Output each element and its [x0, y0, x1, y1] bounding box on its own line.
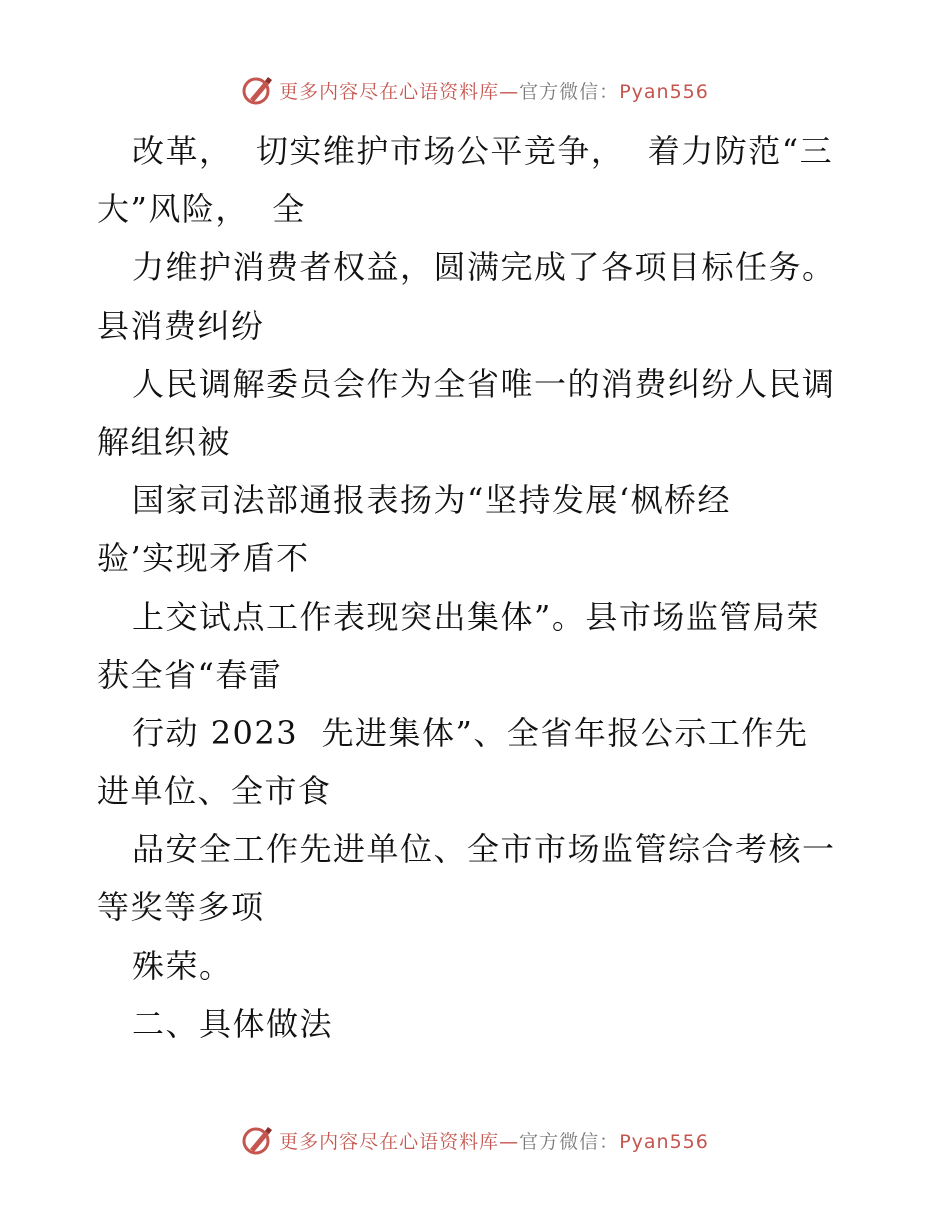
text-line: 验’实现矛盾不 — [97, 539, 310, 578]
text-line: 国家司法部通报表扬为“坚持发展‘枫桥经 — [97, 481, 732, 520]
pen-in-circle-logo-icon — [241, 1123, 275, 1157]
document-body — [97, 122, 857, 1053]
pen-in-circle-logo-icon — [241, 73, 275, 107]
text-line: 人民调解委员会作为全省唯一的消费纠纷人民调 — [97, 364, 836, 403]
text-line: 获全省“春雷 — [97, 655, 283, 694]
text-line: 品安全工作先进单位、全市市场监管综合考核一 — [97, 830, 836, 869]
banner-main-text: 更多内容尽在心语资料库 — [279, 80, 500, 103]
text-line: 改革， 切实维护市场公平竞争， 着力防范“三 — [97, 132, 834, 170]
text-line: 大”风险， 全 — [97, 190, 306, 229]
banner-wechat-id: Pyan556 — [619, 1130, 709, 1153]
text-line: 力维护消费者权益，圆满完成了各项目标任务。 — [97, 248, 836, 287]
footer-watermark-banner — [0, 1120, 950, 1160]
banner-separator: — — [499, 1130, 520, 1153]
text-line: 殊荣。 — [97, 946, 233, 985]
section-heading: 二、具体做法 — [97, 1004, 334, 1043]
banner-contact-text: 官方微信： — [519, 1130, 620, 1153]
text-line: 县消费纠纷 — [97, 306, 265, 345]
text-line: 进单位、全市食 — [97, 772, 332, 811]
text-line: 等奖等多项 — [97, 888, 265, 927]
banner-contact-text: 官方微信： — [519, 80, 620, 103]
text-line: 行动 2023 先进集体”、全省年报公示工作先 — [97, 713, 809, 752]
text-line: 上交试点工作表现突出集体”。县市场监管局荣 — [97, 597, 820, 636]
banner-separator: — — [499, 80, 520, 103]
banner-wechat-id: Pyan556 — [619, 80, 709, 103]
header-watermark-banner — [0, 70, 950, 110]
banner-main-text: 更多内容尽在心语资料库 — [279, 1130, 500, 1153]
text-line: 解组织被 — [97, 422, 232, 461]
